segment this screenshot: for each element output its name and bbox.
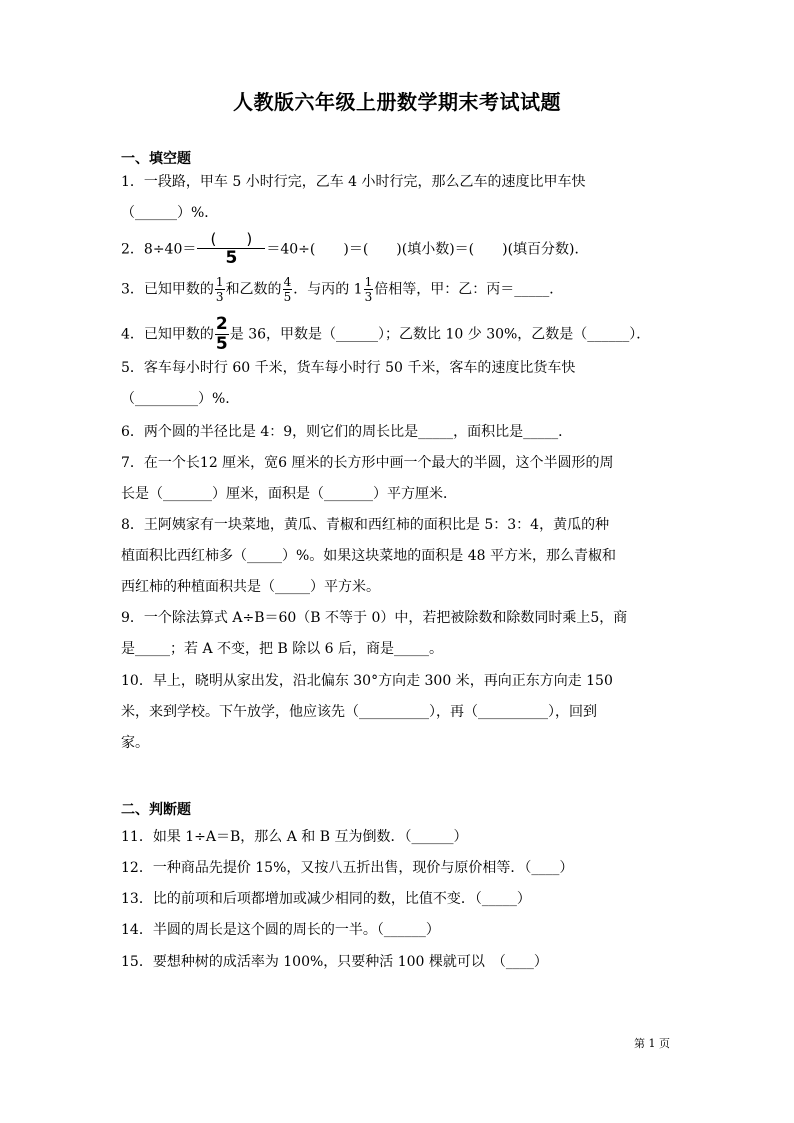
question-5-line-2: （_________）%. <box>121 391 230 407</box>
question-3-prefix: 3．已知甲数的 <box>121 281 214 298</box>
question-4-suffix: 是 36，甲数是（______）；乙数比 10 少 30%，乙数是（______）． <box>229 326 651 343</box>
page-title: 人教版六年级上册数学期末考试试题 <box>233 90 561 114</box>
question-1-line-2: （______）%． <box>121 205 219 221</box>
fraction-denominator: 3 <box>215 290 224 304</box>
fraction-numerator: 4 <box>283 275 292 289</box>
question-10-line-2: 米，来到学校。下午放学，他应该先（__________），再（__________），回到 <box>121 704 597 720</box>
fraction-numerator: 1 <box>364 275 373 289</box>
question-3-text-1: 和乙数的 <box>225 281 282 298</box>
page-number: 第 1 页 <box>634 1037 670 1050</box>
question-5-line-1: 5．客车每小时行 60 千米，货车每小时行 50 千米，客车的速度比货车快 <box>121 360 576 376</box>
question-8-line-1: 8．王阿姨家有一块菜地，黄瓜、青椒和西红柿的面积比是 5：3：4，黄瓜的种 <box>121 517 610 533</box>
question-6: 6．两个圆的半径比是 4：9，则它们的周长比是_____，面积比是_____． <box>121 424 573 440</box>
question-4 <box>121 316 650 353</box>
question-9-line-2: 是_____；若 A 不变，把 B 除以 6 后，商是_____。 <box>121 641 444 657</box>
question-15: 15．要想种树的成活率为 100%，只要种活 100 棵就可以 （____） <box>121 954 548 970</box>
fraction-numerator: 1 <box>215 275 224 289</box>
question-3-whole: 1 <box>353 281 363 298</box>
question-10-line-3: 家。 <box>121 735 149 751</box>
question-8-line-3: 西红柿的种植面积共是（_____）平方米。 <box>121 579 380 595</box>
fraction-denominator: 3 <box>364 290 373 304</box>
question-7-line-1: 7．在一个长12 厘米，宽6 厘米的长方形中画一个最大的半圆，这个半圆形的周 <box>121 455 614 471</box>
fraction-numerator: 2 <box>215 314 228 334</box>
question-10-line-1: 10．早上，晓明从家出发，沿北偏东 30°方向走 300 米，再向正东方向走 150 <box>121 673 613 689</box>
fraction-numerator: ( ) <box>197 232 265 249</box>
question-8-line-2: 植面积比西红柿多（_____）%。如果这块菜地的面积是 48 平方米，那么青椒和 <box>121 548 617 564</box>
question-3-fraction-2 <box>283 276 293 303</box>
question-13: 13．比的前项和后项都增加或减少相同的数，比值不变．（_____） <box>121 891 531 907</box>
question-12: 12．一种商品先提价 15%，又按八五折出售，现价与原价相等．（____） <box>121 860 574 876</box>
fraction-denominator: 5 <box>225 248 238 268</box>
question-1-line-1: 1．一段路，甲车 5 小时行完，乙车 4 小时行完，那么乙车的速度比甲车快 <box>121 174 586 190</box>
question-3-text-2: ．与丙的 <box>293 281 354 298</box>
question-2 <box>121 232 589 267</box>
question-3-fraction-1 <box>215 276 225 303</box>
section-fill-in-heading: 一、填空题 <box>121 151 191 167</box>
question-2-suffix: ＝40÷( )＝( )(填小数)＝( )(填百分数)． <box>266 241 589 258</box>
question-4-fraction <box>215 316 229 353</box>
question-3-suffix: 倍相等，甲：乙：丙＝_____． <box>374 281 564 298</box>
question-3 <box>121 276 563 303</box>
question-2-prefix: 2．8÷40＝ <box>121 241 197 258</box>
question-3-fraction-3 <box>364 276 374 303</box>
question-4-prefix: 4．已知甲数的 <box>121 326 214 343</box>
section-judgment-heading: 二、判断题 <box>121 802 191 818</box>
question-14: 14．半圆的周长是这个圆的周长的一半。（______） <box>121 922 440 938</box>
question-11: 11．如果 1÷A＝B，那么 A 和 B 互为倒数．（______） <box>121 829 468 845</box>
fraction-denominator: 5 <box>283 290 292 304</box>
question-2-fraction <box>197 232 265 267</box>
fraction-denominator: 5 <box>215 334 228 354</box>
question-9-line-1: 9．一个除法算式 A÷B＝60（B 不等于 0）中，若把被除数和除数同时乘上5，商 <box>121 610 628 626</box>
question-7-line-2: 长是（_______）厘米，面积是（_______）平方厘米． <box>121 486 457 502</box>
